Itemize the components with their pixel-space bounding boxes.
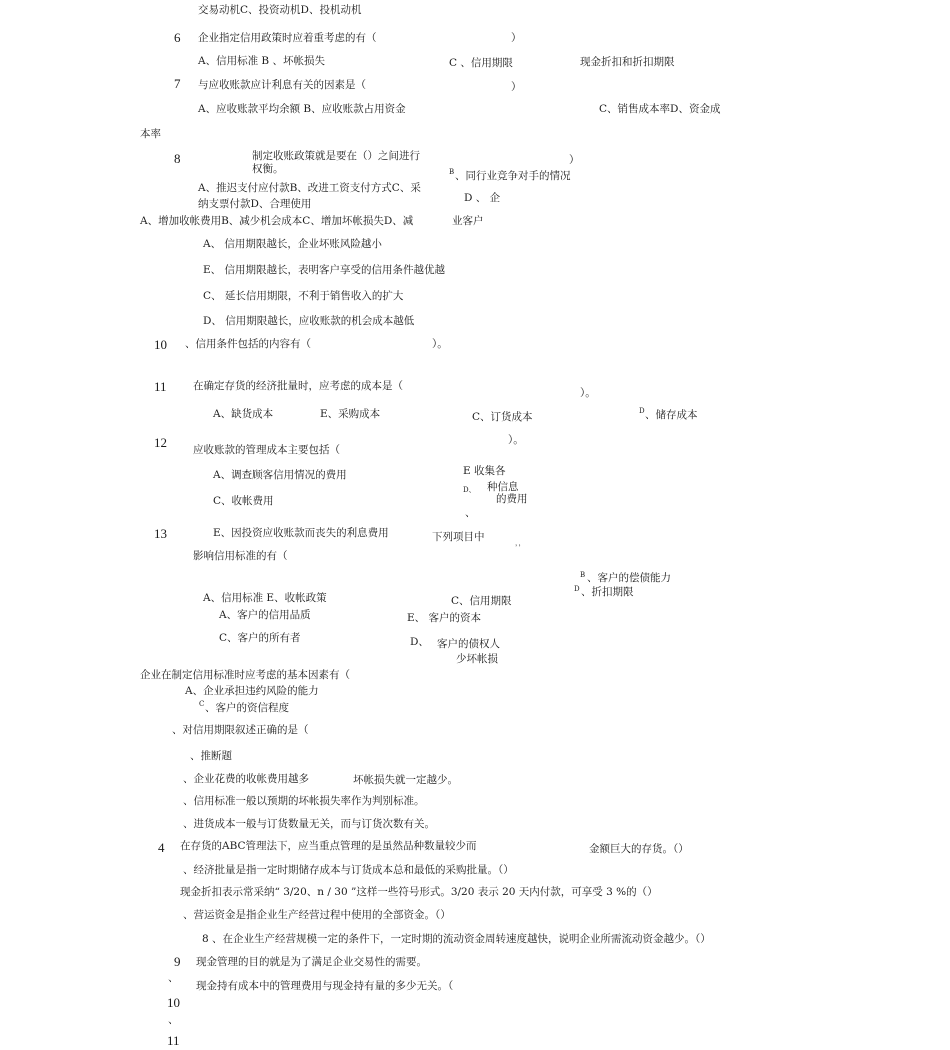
question-number: 13: [154, 526, 167, 541]
option-letter-small: D: [639, 407, 645, 415]
option-text: A、推迟支付应付款B、改进工资支付方式C、采: [198, 182, 421, 194]
option-text: C、信用期限: [451, 595, 512, 607]
question-text: 权衡。: [252, 163, 284, 175]
statement-text: 8 、在企业生产经营规模一定的条件下，一定时期的流动资金周转速度越快，说明企业所需流动资金越少。（）: [202, 933, 711, 945]
option-text: E、 信用期限越长，表明客户享受的信用条件越优越: [203, 264, 446, 276]
option-text: A、企业承担违约风险的能力: [185, 685, 319, 697]
question-number: 9: [174, 954, 181, 969]
option-text: 纳支票付款D、合理使用: [198, 198, 312, 210]
statement-text: 现金折扣表示常采纳“ 3/20、n / 30 ”这样一些符号形式。3/20 表示 20 天内付款，可享受 3 %的（）: [180, 886, 658, 898]
question-number: 4: [158, 840, 165, 855]
punctuation-mark: 、: [465, 507, 476, 519]
option-text: 、同行业竞争对手的情况: [455, 170, 571, 182]
option-text: C、销售成本率D、资金成: [599, 103, 721, 115]
question-number: 8: [174, 151, 181, 166]
option-letter-small: B: [580, 571, 586, 579]
option-text: E 收集各: [463, 465, 506, 477]
question-text: 、对信用期限叙述正确的是（: [172, 724, 309, 736]
question-text: 下列项目中: [432, 531, 485, 543]
option-text: D、: [410, 636, 429, 648]
option-text: C、 延长信用期限，不利于销售收入的扩大: [203, 290, 404, 302]
option-text: C 、信用期限: [449, 57, 513, 69]
question-text: 制定收账政策就是要在（）之间进行: [252, 150, 420, 162]
option-text: A、增加收帐费用B、减少机会成本C、增加坏帐损失D、减: [140, 215, 414, 227]
punctuation-mark: 、: [168, 1014, 179, 1026]
question-number: 7: [174, 76, 181, 91]
question-paren: ）。: [580, 387, 596, 399]
statement-text: 坏帐损失就一定越少。: [353, 774, 458, 786]
option-text: E、因投资应收账款而丧失的利息费用: [213, 527, 389, 539]
option-text: D 、 企: [464, 192, 501, 204]
statement-text: 金额巨大的存货。（）: [589, 843, 689, 855]
text-line: 交易动机C、投资动机D、投机动机: [198, 4, 362, 16]
statement-text: 、营运资金是指企业生产经营过程中使用的全部资金。（）: [183, 909, 451, 921]
option-letter-small: B: [449, 168, 455, 176]
question-number: 6: [174, 30, 181, 45]
option-text: 少坏帐损: [456, 653, 498, 665]
question-text: 应收账款的管理成本主要包括（: [193, 444, 340, 456]
statement-text: 现金持有成本中的管理费用与现金持有量的多少无关。（: [196, 980, 454, 992]
question-text: 企业在制定信用标准时应考虑的基本因素有（: [140, 669, 350, 681]
question-paren: ）。: [432, 338, 448, 350]
statement-text: 、经济批量是指一定时期储存成本与订货成本总和最低的采购批量。（）: [183, 864, 514, 876]
question-number: 10: [154, 337, 167, 352]
statement-text: 在存货的ABC管理法下，应当重点管理的是虽然品种数量较少而: [180, 840, 477, 852]
option-letter-small: D: [574, 585, 580, 593]
question-text: 与应收账款应计利息有关的因素是（: [198, 79, 366, 91]
option-text: 本率: [140, 128, 161, 140]
option-text: A、应收账款平均余额 B、应收账款占用资金: [198, 103, 406, 115]
statement-text: 现金管理的目的就是为了满足企业交易性的需要。: [196, 956, 427, 968]
option-text: A、信用标准 B 、坏帐损失: [198, 55, 325, 67]
punctuation-mark: ，，: [515, 539, 526, 547]
option-letter-small: C: [199, 700, 205, 708]
question-text: 、信用条件包括的内容有（: [185, 338, 311, 350]
option-text: A、信用标准 E、收帐政策: [203, 592, 327, 604]
option-text: A、客户的信用品质: [219, 609, 311, 621]
option-text: E、 客户的资本: [407, 612, 482, 624]
option-text: A、 信用期限越长，企业坏账风险越小: [203, 238, 382, 250]
option-text: 的费用: [496, 493, 528, 505]
option-text: 、客户的偿债能力: [587, 572, 671, 584]
question-number: 11: [167, 1033, 180, 1048]
statement-text: 、进货成本一般与订货数量无关，而与订货次数有关。: [183, 818, 435, 830]
question-paren: ）: [511, 81, 522, 93]
option-text: 种信息: [487, 481, 519, 493]
option-text: 、储存成本: [645, 409, 698, 421]
option-text: A、调查顾客信用情况的费用: [213, 469, 347, 481]
question-number: 11: [154, 379, 167, 394]
question-number: 12: [154, 435, 167, 450]
option-text: C、客户的所有者: [219, 632, 301, 644]
question-text: 在确定存货的经济批量时，应考虑的成本是（: [193, 380, 403, 392]
option-text: 现金折扣和折扣期限: [580, 56, 675, 68]
option-text: 客户的债权人: [437, 638, 500, 650]
option-text: 、折扣期限: [581, 586, 634, 598]
statement-text: 、企业花费的收帐费用越多: [183, 773, 309, 785]
option-letter-small: D、: [463, 486, 476, 494]
option-text: A、缺货成本: [213, 408, 274, 420]
option-text: C、订货成本: [472, 411, 533, 423]
option-text: C、收帐费用: [213, 495, 274, 507]
question-text: 企业指定信用政策时应着重考虑的有（: [198, 32, 377, 44]
question-number: 10: [167, 995, 180, 1010]
option-text: 业客户: [452, 215, 484, 227]
question-text: 影响信用标准的有（: [193, 550, 288, 562]
question-paren: ）: [569, 154, 580, 166]
question-paren: ）。: [508, 434, 524, 446]
statement-text: 、信用标准一般以预期的坏帐损失率作为判别标准。: [183, 795, 425, 807]
question-paren: ）: [511, 32, 522, 44]
punctuation-mark: 、: [168, 972, 179, 984]
section-heading: 、推断题: [190, 750, 232, 762]
option-text: 、客户的资信程度: [205, 702, 289, 714]
option-text: D、 信用期限越长，应收账款的机会成本越低: [203, 315, 415, 327]
option-text: E、采购成本: [320, 408, 381, 420]
